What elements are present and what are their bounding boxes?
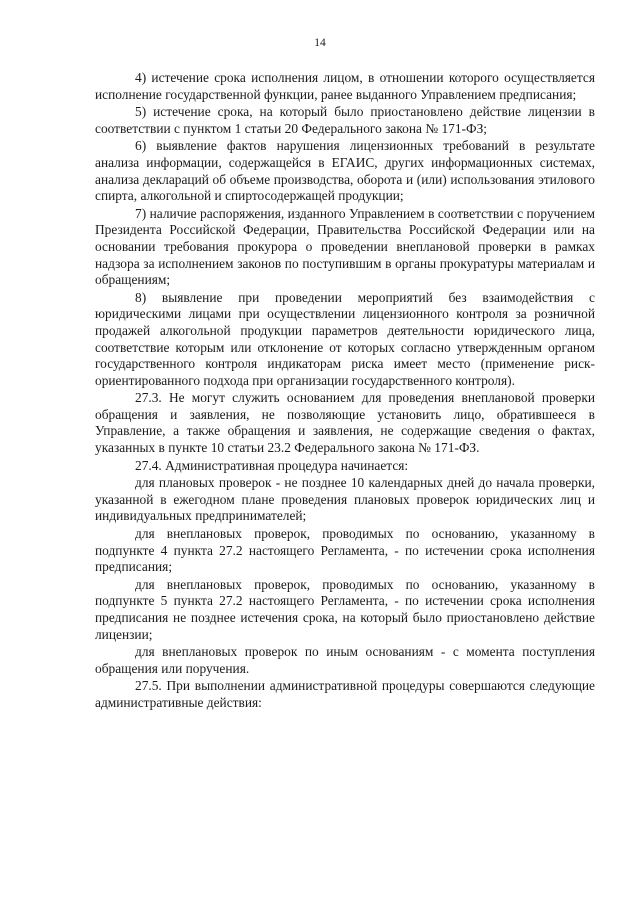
paragraph-planned-checks: для плановых проверок - не позднее 10 календарных дней до начала проверки, указанной в ежегодном плане проведения плановых проверок юридических лиц и индивидуальных предпринимателей; (95, 475, 595, 524)
paragraph-item-5: 5) истечение срока, на который было приостановлено действие лицензии в соответствии с пунктом 1 статьи 20 Федерального закона № 171-ФЗ; (95, 104, 595, 136)
paragraph-item-7: 7) наличие распоряжения, изданного Управлением в соответствии с поручением Президента Российской Федерации, Правительства Российской Федерации или на основании требования прокурора о проведении внеплановой проверки в рамках надзора за исполнением законов по поступившим в органы прокуратуры материалам и обращениям; (95, 205, 595, 288)
paragraph-unplanned-checks-other: для внеплановых проверок по иным основаниям - с момента поступления обращения или поручения. (95, 644, 595, 676)
paragraph-item-6: 6) выявление фактов нарушения лицензионных требований в результате анализа информации, содержащейся в ЕГАИС, других информационных системах, анализа деклараций об объеме производства, оборота и (или) использования этилового спирта, алкогольной и спиртосодержащей продукции; (95, 138, 595, 204)
paragraph-item-8: 8) выявление при проведении мероприятий без взаимодействия с юридическими лицами при осуществлении лицензионного контроля за розничной продажей алкогольной продукции параметров деятельности юридического лица, соответствие которым или отклонение от которых согласно утвержденным органом государственного контроля индикаторам риска имеет место (применение риск-ориентированного подхода при организации государственного контроля). (95, 289, 595, 388)
paragraph-27-3: 27.3. Не могут служить основанием для проведения внеплановой проверки обращения и заявления, не позволяющие установить лицо, обратившееся в Управление, а также обращения и заявления, не содержащие сведения о фактах, указанных в пункте 10 статьи 23.2 Федерального закона № 171-ФЗ. (95, 390, 595, 456)
page-number: 14 (314, 37, 326, 49)
paragraph-unplanned-checks-4: для внеплановых проверок, проводимых по основанию, указанному в подпункте 4 пункта 27.2 настоящего Регламента, - по истечении срока исполнения предписания; (95, 526, 595, 575)
paragraph-item-4: 4) истечение срока исполнения лицом, в отношении которого осуществляется исполнение государственной функции, ранее выданного Управлением предписания; (95, 70, 595, 102)
paragraph-27-5: 27.5. При выполнении административной процедуры совершаются следующие административные действия: (95, 678, 595, 710)
paragraph-27-4: 27.4. Административная процедура начинается: (135, 457, 409, 473)
document-body (95, 70, 595, 713)
paragraph-unplanned-checks-5: для внеплановых проверок, проводимых по основанию, указанному в подпункте 5 пункта 27.2 настоящего Регламента, - по истечении срока исполнения предписания не позднее истечения срока, на который было приостановлено действие лицензии; (95, 576, 595, 642)
